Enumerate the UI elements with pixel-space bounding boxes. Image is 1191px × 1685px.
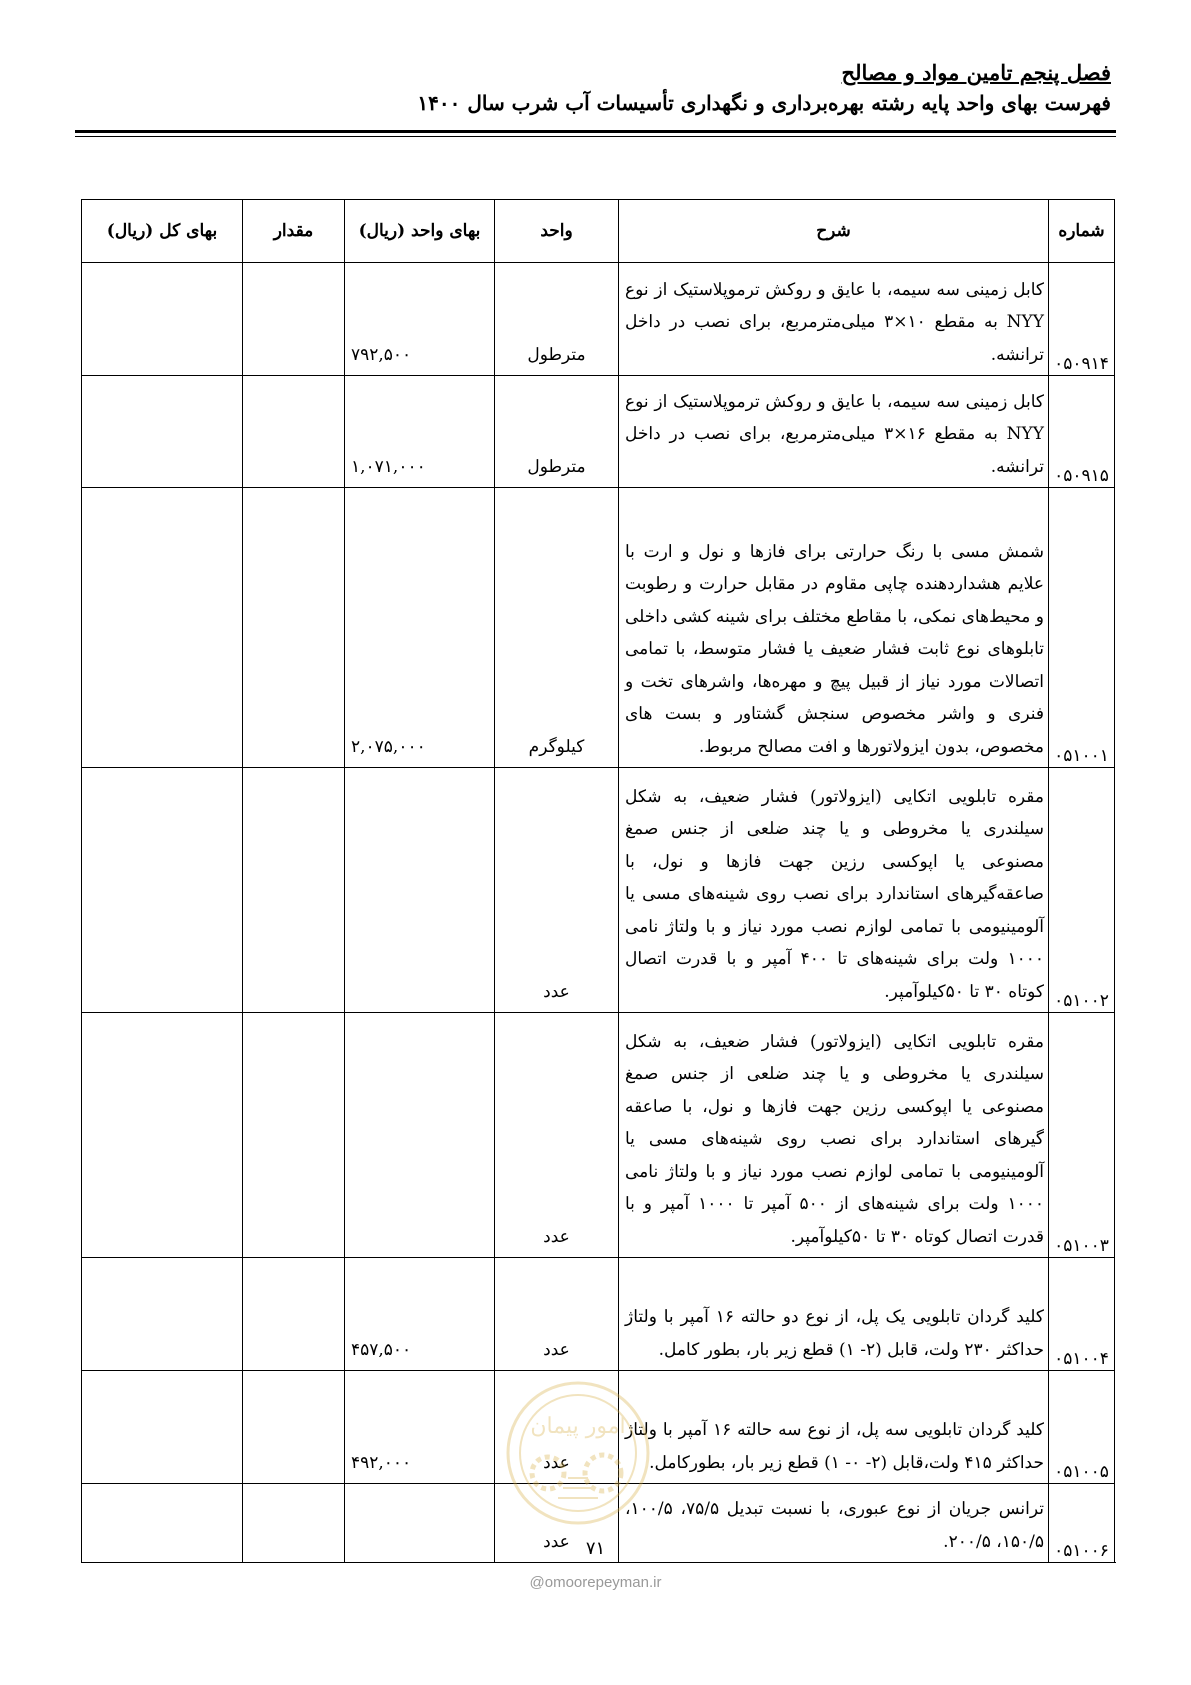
item-unit-price: ۲,۰۷۵,۰۰۰ — [345, 488, 495, 768]
item-quantity — [243, 1013, 345, 1258]
item-quantity — [243, 376, 345, 488]
item-quantity — [243, 1258, 345, 1371]
item-unit-price: ۱,۰۷۱,۰۰۰ — [345, 376, 495, 488]
table-header-row — [82, 200, 1115, 263]
item-unit: مترطول — [495, 376, 619, 488]
item-total — [82, 376, 243, 488]
item-unit-price: ۴۵۷,۵۰۰ — [345, 1258, 495, 1371]
header-code: شماره — [1049, 200, 1115, 263]
item-description: کابل زمینی سه سیمه، با عایق و روکش ترموپلاستیک از نوع NYY به مقطع ۱۶×۳ میلی‌مترمربع، برای نصب در داخل ترانشه. — [619, 376, 1049, 488]
item-description: کلید گردان تابلویی یک پل، از نوع دو حالته ۱۶ آمپر با ولتاژ حداکثر ۲۳۰ ولت، قابل (۲- ۱) قطع زیر بار، بطور کامل. — [619, 1258, 1049, 1371]
item-code: ۰۵۱۰۰۶ — [1049, 1484, 1115, 1563]
item-code: ۰۵۱۰۰۱ — [1049, 488, 1115, 768]
header-unit-price: بهای واحد (ریال) — [345, 200, 495, 263]
item-code: ۰۵۱۰۰۵ — [1049, 1371, 1115, 1484]
price-list-table — [81, 199, 1115, 1563]
document-subtitle: فهرست بهای واحد پایه رشته بهره‌برداری و نگهداری تأسیسات آب شرب سال ۱۴۰۰ — [417, 91, 1111, 115]
item-description: شمش مسی با رنگ حرارتی برای فازها و نول و ارت با علایم هشداردهنده چاپی مقاوم در مقابل حرارت و رطوبت و محیط‌های نمکی، با مقاطع مختلف برای شینه کشی داخلی تابلوهای نوع ثابت فشار ضعیف یا فشار متوسط، با تمامی اتصالات مورد نیاز از قبیل پیچ و مهره‌ها، واشرهای تخت و فنری و واشر مخصوص سنجش گشتاور و بست های مخصوص، بدون ایزولاتورها و افت مصالح مربوط. — [619, 488, 1049, 768]
item-unit-price — [345, 1013, 495, 1258]
item-total — [82, 263, 243, 376]
header-quantity: مقدار — [243, 200, 345, 263]
page-number: ۷۱ — [585, 1538, 606, 1559]
item-quantity — [243, 768, 345, 1013]
item-total — [82, 1013, 243, 1258]
item-description: مقره تابلویی اتکایی (ایزولاتور) فشار ضعیف، به شکل سیلندری یا مخروطی و یا چند ضلعی از جنس صمغ مصنوعی یا اپوکسی رزین جهت فازها و نول، با صاعقه‌گیرهای استاندارد برای نصب روی شینه‌های مسی یا آلومینیومی با تمامی لوازم نصب مورد نیاز و با ولتاژ نامی ۱۰۰۰ ولت برای شینه‌های تا ۴۰۰ آمپر و با قدرت اتصال کوتاه ۳۰ تا ۵۰کیلوآمپر. — [619, 768, 1049, 1013]
table-row — [82, 1013, 1115, 1258]
item-unit-price: ۴۹۲,۰۰۰ — [345, 1371, 495, 1484]
item-code: ۰۵۱۰۰۳ — [1049, 1013, 1115, 1258]
header-description: شرح — [619, 200, 1049, 263]
header-unit: واحد — [495, 200, 619, 263]
item-total — [82, 1371, 243, 1484]
header-total-price: بهای کل (ریال) — [82, 200, 243, 263]
item-unit: عدد — [495, 1258, 619, 1371]
item-description: ترانس جریان از نوع عبوری، با نسبت تبدیل ۷۵/۵، ۱۰۰/۵، ۱۵۰/۵، ۲۰۰/۵. — [619, 1484, 1049, 1563]
footer-rule — [86, 1562, 1116, 1563]
header-rule-thick — [75, 130, 1116, 133]
header-rule-thin — [75, 136, 1116, 137]
item-unit: عدد — [495, 768, 619, 1013]
item-code: ۰۵۱۰۰۴ — [1049, 1258, 1115, 1371]
item-code: ۰۵۰۹۱۵ — [1049, 376, 1115, 488]
item-description: کلید گردان تابلویی سه پل، از نوع سه حالته ۱۶ آمپر با ولتاژ حداکثر ۴۱۵ ولت،قابل (۲- ۰- ۱) قطع زیر بار، بطورکامل. — [619, 1371, 1049, 1484]
table-row — [82, 488, 1115, 768]
item-unit: عدد — [495, 1013, 619, 1258]
table-row — [82, 376, 1115, 488]
item-unit: کیلوگرم — [495, 488, 619, 768]
item-total — [82, 1258, 243, 1371]
item-quantity — [243, 488, 345, 768]
item-total — [82, 488, 243, 768]
website-handle: @omoorepeyman.ir — [529, 1574, 662, 1591]
item-unit-price — [345, 768, 495, 1013]
table-row — [82, 263, 1115, 376]
item-description: مقره تابلویی اتکایی (ایزولاتور) فشار ضعیف، به شکل سیلندری یا مخروطی و یا چند ضلعی از جنس صمغ مصنوعی یا اپوکسی رزین جهت فازها و نول، با صاعقه گیرهای استاندارد برای نصب روی شینه‌های مسی یا آلومینیومی با تمامی لوازم نصب مورد نیاز و با ولتاژ نامی ۱۰۰۰ ولت برای شینه‌های از ۵۰۰ آمپر تا ۱۰۰۰ آمپر و با قدرت اتصال کوتاه ۳۰ تا ۵۰کیلوآمپر. — [619, 1013, 1049, 1258]
item-description: کابل زمینی سه سیمه، با عایق و روکش ترموپلاستیک از نوع NYY به مقطع ۱۰×۳ میلی‌مترمربع، برای نصب در داخل ترانشه. — [619, 263, 1049, 376]
seal-text: امور پیمان — [530, 1414, 626, 1439]
page-header — [71, 58, 1111, 118]
table-row — [82, 1258, 1115, 1371]
item-unit: عدد — [495, 1371, 619, 1484]
item-code: ۰۵۰۹۱۴ — [1049, 263, 1115, 376]
item-code: ۰۵۱۰۰۲ — [1049, 768, 1115, 1013]
item-unit-price: ۷۹۲,۵۰۰ — [345, 263, 495, 376]
company-seal-icon — [503, 1378, 653, 1528]
item-unit: عدد — [495, 1484, 619, 1563]
item-unit: مترطول — [495, 263, 619, 376]
item-quantity — [243, 1371, 345, 1484]
item-quantity — [243, 263, 345, 376]
table-row — [82, 768, 1115, 1013]
chapter-title: فصل پنجم تامین مواد و مصالح — [841, 60, 1111, 85]
item-total — [82, 768, 243, 1013]
